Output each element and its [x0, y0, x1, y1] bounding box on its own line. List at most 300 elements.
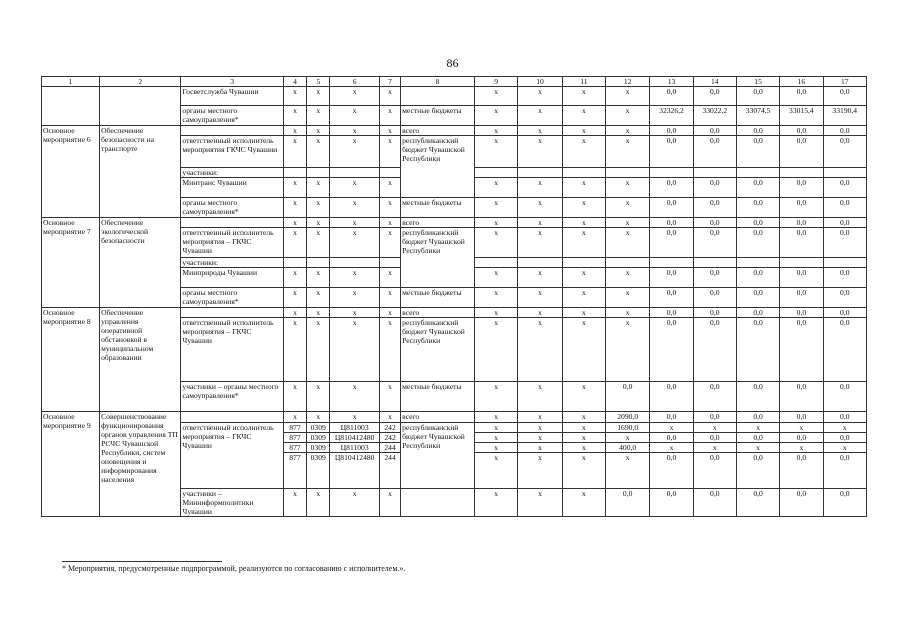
table-cell-col-8: республиканский бюджет Чувашской Республики: [401, 136, 475, 198]
table-cell-col-10: [518, 168, 562, 178]
table-cell-col-8: местные бюджеты: [401, 106, 475, 126]
table-cell-col-3: ответственный исполнитель мероприятия – ГКЧС Чувашии: [181, 423, 283, 489]
table-cell-col-10: x: [518, 126, 562, 136]
table-cell-col-4: 877: [283, 423, 306, 433]
table-cell-col-16: 0,0: [780, 198, 823, 218]
table-cell-col-17: 33190,4: [823, 106, 866, 126]
table-cell-col-6: x: [330, 178, 380, 198]
table-cell-col-17: 0,0: [823, 489, 866, 517]
table-cell-col-13: 0,0: [650, 87, 693, 106]
table-cell-col-6: x: [330, 228, 380, 258]
table-cell-col-7: x: [379, 412, 400, 423]
table-cell-col-4: x: [283, 382, 306, 412]
table-cell-col-13: 0,0: [650, 198, 693, 218]
table-cell-col-16: x: [780, 423, 823, 433]
table-cell-col-7: x: [379, 228, 400, 258]
table-row: [42, 126, 867, 136]
table-cell-col-7: x: [379, 318, 400, 382]
table-cell-col-15: 0,0: [736, 453, 779, 489]
footnote-divider: [62, 561, 222, 562]
table-cell-col-17: 0,0: [823, 382, 866, 412]
table-cell-col-4: [283, 258, 306, 268]
table-cell-col-4: 877: [283, 443, 306, 453]
table-cell-col-16: 0,0: [780, 412, 823, 423]
table-cell-col-2: Обеспечение безопасности на транспорте: [100, 126, 181, 218]
table-cell-col-11: x: [562, 453, 605, 489]
table-cell-col-9: x: [475, 87, 518, 106]
table-cell-col-13: x: [650, 423, 693, 433]
table-cell-col-9: [475, 258, 518, 268]
table-cell-col-15: 0,0: [736, 126, 779, 136]
table-cell-col-16: 0,0: [780, 489, 823, 517]
table-cell-col-13: 0,0: [650, 412, 693, 423]
table-cell-col-3: участники:: [181, 168, 283, 178]
table-cell-col-9: x: [475, 126, 518, 136]
table-cell-col-16: [780, 258, 823, 268]
table-cell-col-13: [650, 258, 693, 268]
table-cell-col-5: x: [307, 178, 330, 198]
column-number: 5: [307, 77, 330, 87]
table-cell-col-14: 33022,2: [693, 106, 736, 126]
table-cell-col-4: 877: [283, 453, 306, 489]
table-cell-col-4: x: [283, 412, 306, 423]
table-cell-col-15: 0,0: [736, 198, 779, 218]
table-cell-col-4: x: [283, 218, 306, 228]
table-cell-col-9: x: [475, 318, 518, 382]
table-cell-col-7: x: [379, 382, 400, 412]
table-cell-col-6: Ц811003: [330, 423, 380, 433]
table-cell-col-14: x: [693, 423, 736, 433]
table-cell-col-12: x: [606, 318, 650, 382]
table-cell-col-12: x: [606, 87, 650, 106]
table-cell-col-6: x: [330, 198, 380, 218]
table-cell-col-16: 0,0: [780, 87, 823, 106]
table-cell-col-8: республиканский бюджет Чувашской Республики: [401, 423, 475, 489]
table-cell-col-3: Минтранс Чувашии: [181, 178, 283, 198]
table-cell-col-9: x: [475, 308, 518, 318]
table-cell-col-9: x: [475, 178, 518, 198]
table-cell-col-13: 32326,2: [650, 106, 693, 126]
table-cell-col-5: 0309: [307, 423, 330, 433]
table-cell-col-5: x: [307, 126, 330, 136]
table-cell-col-15: 0,0: [736, 178, 779, 198]
table-cell-col-5: x: [307, 218, 330, 228]
table-cell-col-5: x: [307, 382, 330, 412]
table-cell-col-15: 0,0: [736, 218, 779, 228]
table-cell-col-14: 0,0: [693, 87, 736, 106]
table-cell-col-2: [100, 87, 181, 126]
table-cell-col-13: 0,0: [650, 228, 693, 258]
measures-table: [41, 76, 867, 517]
table-cell-col-10: x: [518, 106, 562, 126]
table-cell-col-16: 0,0: [780, 453, 823, 489]
table-cell-col-4: x: [283, 228, 306, 258]
table-cell-col-16: 0,0: [780, 178, 823, 198]
table-cell-col-3: органы местного самоуправления*: [181, 106, 283, 126]
table-cell-col-11: x: [562, 318, 605, 382]
table-cell-col-4: x: [283, 178, 306, 198]
column-number: 14: [693, 77, 736, 87]
table-cell-col-13: 0,0: [650, 126, 693, 136]
table-cell-col-1: Основное мероприятие 7: [42, 218, 100, 308]
table-cell-col-9: [475, 168, 518, 178]
table-cell-col-13: 0,0: [650, 308, 693, 318]
column-number: 4: [283, 77, 306, 87]
table-cell-col-14: 0,0: [693, 198, 736, 218]
table-cell-col-14: 0,0: [693, 382, 736, 412]
table-cell-col-10: x: [518, 382, 562, 412]
column-number: 16: [780, 77, 823, 87]
table-row: [42, 308, 867, 318]
table-cell-col-9: x: [475, 136, 518, 168]
table-cell-col-9: x: [475, 412, 518, 423]
table-cell-col-13: 0,0: [650, 318, 693, 382]
table-cell-col-3: органы местного самоуправления*: [181, 288, 283, 308]
table-cell-col-9: x: [475, 268, 518, 288]
column-number: 8: [401, 77, 475, 87]
table-cell-col-14: 0,0: [693, 136, 736, 168]
page-number: 86: [446, 56, 459, 70]
table-cell-col-14: 0,0: [693, 433, 736, 443]
table-cell-col-16: 0,0: [780, 228, 823, 258]
table-cell-col-15: x: [736, 443, 779, 453]
table-cell-col-8: республиканский бюджет Чувашской Республики: [401, 318, 475, 382]
table-cell-col-1: Основное мероприятие 9: [42, 412, 100, 517]
table-cell-col-11: x: [562, 198, 605, 218]
table-cell-col-5: x: [307, 268, 330, 288]
table-cell-col-7: x: [379, 178, 400, 198]
table-cell-col-7: x: [379, 218, 400, 228]
table-cell-col-12: 0,0: [606, 382, 650, 412]
table-cell-col-16: 0,0: [780, 433, 823, 443]
table-cell-col-8: [401, 489, 475, 517]
table-cell-col-9: x: [475, 423, 518, 433]
column-number: 10: [518, 77, 562, 87]
table-cell-col-12: [606, 258, 650, 268]
table-cell-col-11: x: [562, 489, 605, 517]
table-cell-col-3: [181, 308, 283, 318]
table-cell-col-13: 0,0: [650, 268, 693, 288]
table-cell-col-12: x: [606, 268, 650, 288]
table-cell-col-17: 0,0: [823, 87, 866, 106]
table-cell-col-17: x: [823, 443, 866, 453]
table-cell-col-12: x: [606, 126, 650, 136]
table-cell-col-4: x: [283, 106, 306, 126]
table-cell-col-15: 0,0: [736, 268, 779, 288]
table-cell-col-7: 242: [379, 433, 400, 443]
footnote: * Мероприятия, предусмотренные подпрограммой, реализуются по согласованию с исполнителем.».: [62, 564, 406, 573]
table-cell-col-10: x: [518, 308, 562, 318]
table-cell-col-9: x: [475, 382, 518, 412]
table-cell-col-10: x: [518, 288, 562, 308]
table-cell-col-16: x: [780, 443, 823, 453]
table-cell-col-16: 0,0: [780, 136, 823, 168]
table-cell-col-9: x: [475, 228, 518, 258]
table-cell-col-17: 0,0: [823, 308, 866, 318]
table-cell-col-17: [823, 168, 866, 178]
table-cell-col-17: 0,0: [823, 288, 866, 308]
table-cell-col-4: x: [283, 288, 306, 308]
table-cell-col-5: x: [307, 308, 330, 318]
table-cell-col-6: x: [330, 318, 380, 382]
table-cell-col-3: [181, 218, 283, 228]
table-cell-col-12: x: [606, 288, 650, 308]
table-body: [42, 87, 867, 517]
table-cell-col-7: [379, 168, 400, 178]
table-cell-col-10: x: [518, 412, 562, 423]
table-cell-col-10: x: [518, 228, 562, 258]
table-cell-col-13: x: [650, 443, 693, 453]
table-cell-col-7: 244: [379, 453, 400, 489]
table-cell-col-3: [181, 126, 283, 136]
table-cell-col-14: 0,0: [693, 126, 736, 136]
table-cell-col-8: местные бюджеты: [401, 288, 475, 308]
table-cell-col-11: x: [562, 218, 605, 228]
table-cell-col-12: 400,0: [606, 443, 650, 453]
table-cell-col-9: x: [475, 106, 518, 126]
table-cell-col-17: 0,0: [823, 318, 866, 382]
table-cell-col-10: x: [518, 87, 562, 106]
table-cell-col-11: x: [562, 412, 605, 423]
table-cell-col-4: x: [283, 308, 306, 318]
table-cell-col-7: x: [379, 308, 400, 318]
table-cell-col-9: x: [475, 218, 518, 228]
table-cell-col-14: 0,0: [693, 453, 736, 489]
table-cell-col-3: органы местного самоуправления*: [181, 198, 283, 218]
table-cell-col-15: 0,0: [736, 433, 779, 443]
table-cell-col-16: 0,0: [780, 126, 823, 136]
table-cell-col-15: x: [736, 423, 779, 433]
column-number: 9: [475, 77, 518, 87]
table-cell-col-11: x: [562, 136, 605, 168]
table-cell-col-7: x: [379, 288, 400, 308]
table-cell-col-9: x: [475, 198, 518, 218]
table-cell-col-4: x: [283, 136, 306, 168]
column-number: 6: [330, 77, 380, 87]
table-cell-col-16: [780, 168, 823, 178]
table-cell-col-11: [562, 258, 605, 268]
table-cell-col-7: x: [379, 106, 400, 126]
table-cell-col-10: x: [518, 218, 562, 228]
table-cell-col-12: 2090,0: [606, 412, 650, 423]
table-cell-col-12: 1690,0: [606, 423, 650, 433]
table-cell-col-5: x: [307, 412, 330, 423]
table-row: [42, 218, 867, 228]
table-cell-col-11: x: [562, 268, 605, 288]
table-cell-col-16: 0,0: [780, 218, 823, 228]
table-cell-col-6: x: [330, 288, 380, 308]
table-cell-col-7: 244: [379, 443, 400, 453]
table-cell-col-17: 0,0: [823, 218, 866, 228]
table-cell-col-13: 0,0: [650, 288, 693, 308]
table-cell-col-11: x: [562, 423, 605, 433]
table-cell-col-8: всего: [401, 218, 475, 228]
table-cell-col-10: x: [518, 198, 562, 218]
table-cell-col-17: 0,0: [823, 198, 866, 218]
table-cell-col-7: 242: [379, 423, 400, 433]
table-cell-col-14: 0,0: [693, 489, 736, 517]
table-cell-col-15: [736, 168, 779, 178]
table-cell-col-1: Основное мероприятие 6: [42, 126, 100, 218]
table-cell-col-3: участники – Мининформполитики Чувашии: [181, 489, 283, 517]
table-cell-col-7: x: [379, 87, 400, 106]
table-cell-col-5: x: [307, 489, 330, 517]
table-cell-col-12: x: [606, 198, 650, 218]
table-cell-col-5: x: [307, 136, 330, 168]
table-cell-col-15: 0,0: [736, 87, 779, 106]
table-cell-col-7: x: [379, 489, 400, 517]
table-cell-col-10: x: [518, 136, 562, 168]
table-cell-col-3: ответственный исполнитель мероприятия – ГКЧС Чувашии: [181, 318, 283, 382]
table-cell-col-3: участники:: [181, 258, 283, 268]
table-cell-col-7: [379, 258, 400, 268]
table-cell-col-13: 0,0: [650, 178, 693, 198]
table-cell-col-4: 877: [283, 433, 306, 443]
table-cell-col-8: всего: [401, 126, 475, 136]
table-cell-col-10: x: [518, 178, 562, 198]
table-cell-col-7: x: [379, 126, 400, 136]
table-cell-col-8: всего: [401, 308, 475, 318]
table-cell-col-14: [693, 168, 736, 178]
table-cell-col-9: x: [475, 443, 518, 453]
table-cell-col-7: x: [379, 268, 400, 288]
table-cell-col-12: x: [606, 453, 650, 489]
table-cell-col-5: 0309: [307, 433, 330, 443]
table-cell-col-8: местные бюджеты: [401, 198, 475, 218]
table-cell-col-2: Обеспечение экологической безопасности: [100, 218, 181, 308]
table-cell-col-15: 0,0: [736, 288, 779, 308]
table-cell-col-6: Ц810412480: [330, 453, 380, 489]
table-cell-col-3: участники – органы местного самоуправления*: [181, 382, 283, 412]
table-cell-col-12: x: [606, 106, 650, 126]
column-number: 13: [650, 77, 693, 87]
table-cell-col-14: 0,0: [693, 308, 736, 318]
column-number: 2: [100, 77, 181, 87]
table-cell-col-10: [518, 258, 562, 268]
table-cell-col-15: 0,0: [736, 136, 779, 168]
table-cell-col-6: x: [330, 382, 380, 412]
table-cell-col-17: 0,0: [823, 178, 866, 198]
table-cell-col-4: x: [283, 318, 306, 382]
table-cell-col-10: x: [518, 433, 562, 443]
table-cell-col-14: 0,0: [693, 288, 736, 308]
table-cell-col-12: 0,0: [606, 489, 650, 517]
table-cell-col-3: Минприроды Чувашии: [181, 268, 283, 288]
table-cell-col-5: x: [307, 288, 330, 308]
column-number: 1: [42, 77, 100, 87]
table-cell-col-17: 0,0: [823, 412, 866, 423]
table-cell-col-1: Основное мероприятие 8: [42, 308, 100, 412]
column-number: 15: [736, 77, 779, 87]
table-cell-col-3: ответственный исполнитель мероприятия – ГКЧС Чувашии: [181, 228, 283, 258]
table-cell-col-3: [181, 412, 283, 423]
column-number: 3: [181, 77, 283, 87]
table-cell-col-3: Госветслужба Чувашии: [181, 87, 283, 106]
table-cell-col-10: x: [518, 443, 562, 453]
table-cell-col-12: x: [606, 228, 650, 258]
table-cell-col-17: 0,0: [823, 268, 866, 288]
table-cell-col-14: 0,0: [693, 178, 736, 198]
table-cell-col-15: 0,0: [736, 228, 779, 258]
table-cell-col-5: 0309: [307, 453, 330, 489]
table-cell-col-11: x: [562, 433, 605, 443]
table-cell-col-15: 0,0: [736, 412, 779, 423]
table-cell-col-9: x: [475, 489, 518, 517]
table-cell-col-16: 0,0: [780, 318, 823, 382]
table-cell-col-15: 0,0: [736, 489, 779, 517]
table-cell-col-6: x: [330, 126, 380, 136]
table-cell-col-12: x: [606, 136, 650, 168]
column-number: 17: [823, 77, 866, 87]
table-cell-col-9: x: [475, 453, 518, 489]
table-cell-col-15: 0,0: [736, 382, 779, 412]
column-number-row: [42, 77, 867, 87]
table-cell-col-14: 0,0: [693, 412, 736, 423]
table-cell-col-13: 0,0: [650, 489, 693, 517]
table-cell-col-5: x: [307, 198, 330, 218]
table-cell-col-5: x: [307, 318, 330, 382]
column-number: 11: [562, 77, 605, 87]
table-cell-col-16: 0,0: [780, 288, 823, 308]
table-cell-col-17: 0,0: [823, 228, 866, 258]
table-cell-col-11: x: [562, 308, 605, 318]
table-cell-col-7: x: [379, 198, 400, 218]
table-cell-col-5: x: [307, 228, 330, 258]
table-cell-col-9: x: [475, 433, 518, 443]
table-cell-col-17: 0,0: [823, 453, 866, 489]
table-cell-col-17: 0,0: [823, 126, 866, 136]
table-cell-col-6: x: [330, 308, 380, 318]
table-row: [42, 412, 867, 423]
table-cell-col-14: [693, 258, 736, 268]
table-cell-col-11: x: [562, 228, 605, 258]
table-cell-col-13: 0,0: [650, 433, 693, 443]
table-row: [42, 87, 867, 106]
table-cell-col-11: [562, 168, 605, 178]
table-cell-col-11: x: [562, 106, 605, 126]
table-cell-col-10: x: [518, 489, 562, 517]
table-cell-col-8: республиканский бюджет Чувашской Республики: [401, 228, 475, 288]
table-cell-col-8: [401, 87, 475, 106]
table-cell-col-17: 0,0: [823, 136, 866, 168]
table-cell-col-4: x: [283, 198, 306, 218]
table-cell-col-5: x: [307, 87, 330, 106]
table-cell-col-16: 33015,4: [780, 106, 823, 126]
table-cell-col-13: 0,0: [650, 136, 693, 168]
table-cell-col-4: x: [283, 87, 306, 106]
table-cell-col-12: x: [606, 433, 650, 443]
table-cell-col-8: местные бюджеты: [401, 382, 475, 412]
table-cell-col-6: x: [330, 412, 380, 423]
table-cell-col-6: x: [330, 106, 380, 126]
table-cell-col-8: всего: [401, 412, 475, 423]
table-cell-col-7: x: [379, 136, 400, 168]
table-cell-col-17: 0,0: [823, 433, 866, 443]
table-cell-col-3: ответственный исполнитель мероприятия ГКЧС Чувашии: [181, 136, 283, 168]
table-cell-col-6: x: [330, 218, 380, 228]
table-cell-col-17: [823, 258, 866, 268]
table-cell-col-4: x: [283, 268, 306, 288]
table-cell-col-5: [307, 258, 330, 268]
table-cell-col-1: [42, 87, 100, 126]
table-cell-col-6: [330, 168, 380, 178]
table-cell-col-14: 0,0: [693, 318, 736, 382]
table-cell-col-10: x: [518, 453, 562, 489]
table-cell-col-6: x: [330, 489, 380, 517]
table-cell-col-2: Обеспечение управления оперативной обстановкой в муниципальном образовании: [100, 308, 181, 412]
table-cell-col-15: [736, 258, 779, 268]
table-cell-col-14: 0,0: [693, 218, 736, 228]
